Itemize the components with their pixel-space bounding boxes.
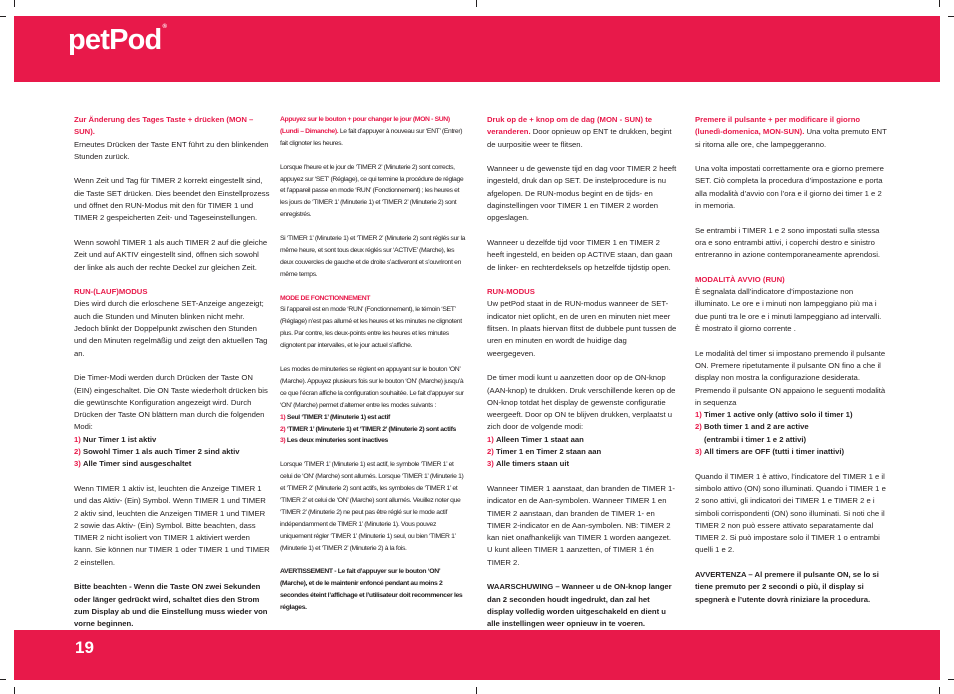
paragraph: Lorsque ‘TIMER 1’ (Minuterie 1) est actif, le symbole ‘TIMER 1’ et celui de ‘ON’ (Marche) sont allumés. Lorsque ‘TIMER 1’ (Minuterie 1) et ‘TIMER 2’ (Minuterie 2) sont actifs, les symboles de ‘TIMER 1’ et ‘TIMER 2’ et celui de ‘ON’ (Marche) sont allumés. Veuillez noter que ‘TIMER 2’ (Minuterie 2) ne peut pas être réglé sur le mode actif indépendamment de TIMER 1’ (Minuterie 1). Vous pouvez uniquement régler ‘TIMER 1’ (Minuterie 1) seul, ou bien ‘TIMER 1’ (Minuterie 1) et ‘TIMER 2’ (Minuterie 2) à la fois. <box>280 461 464 552</box>
section-heading: MODE DE FONCTIONNEMENT <box>280 294 371 302</box>
mode-list: 1) Nur Timer 1 ist aktiv 2) Sowohl Timer 1 als auch Timer 2 sind aktiv 3) Alle Timer sind ausgeschaltet <box>74 434 240 469</box>
section-heading: RUN-(LAUF)MODUS <box>74 287 148 297</box>
column-german <box>74 114 270 643</box>
warning-text: AVVERTENZA – Al premere il pulsante ON, se lo si tiene premuto per 2 secondi o più, il display si spegnerà e l’utente dovrà riniziare la procedura. <box>695 569 879 604</box>
footer-band <box>14 630 940 680</box>
mode-list: 1) Alleen Timer 1 staat aan 2) Timer 1 en Timer 2 staan aan 3) Alle timers staan uit <box>487 434 602 469</box>
paragraph: Wenn TIMER 1 aktiv ist, leuchten die Anzeige TIMER 1 und das Aktiv- (Ein) Symbol. Wenn TIMER 1 und TIMER 2 aktiv sind, leuchten die Anzeigen TIMER 1 und TIMER 2 sowie das Aktiv- (Ein) Symbol. Bitte beachten, dass TIMER 2 nicht isoliert von TIMER 1 aktiviert werden kann. Sie können nur TIMER 1 oder TIMER 1 und TIMER 2 einstellen. <box>74 483 270 567</box>
paragraph: Lorsque l’heure et le jour de ‘TIMER 2’ (Minuterie 2) sont corrects, appuyez sur ‘SET’ (Réglage), ce qui termine la procédure de réglage et l’appareil passe en mode ‘RUN’ (Fonctionnement) ; les heures et les jours de ‘TIMER 1’ (Minuterie 1) et ‘TIMER 2’ (Minuterie 2) sont enregistrés. <box>280 163 464 219</box>
paragraph: Si l’appareil est en mode ‘RUN’ (Fonctionnement), le témoin ‘SET’ (Réglage) n’est pas allumé et les heures et les minutes ne clignotent plus. Par contre, les deux-points entre les heures et les minutes clignotent par intervalles, et le jour actuel s’affiche. <box>280 306 462 350</box>
paragraph: Dies wird durch die erloschene SET-Anzeige angezeigt; auch die Stunden und Minuten blinken nicht mehr. Jedoch blinkt der Doppelpunkt zwischen den Stunden und den Minuten regelmäßig und zeigt den aktuellen Tag an. <box>74 299 268 358</box>
crop-mark <box>939 0 940 7</box>
paragraph: Wenn sowohl TIMER 1 als auch TIMER 2 auf die gleiche Zeit und auf AKTIV eingestellt sind, öffnen sich sowohl der linke als auch der rechte Deckel zur gleichen Zeit. <box>74 237 268 272</box>
crop-mark <box>948 679 954 680</box>
paragraph: Una volta impostati correttamente ora e giorno premere SET. Ciò completa la procedura d’impostazione e porta alla modalità d’avvio con l’ora e il giorno dei timer 1 e 2 in memoria. <box>695 164 884 211</box>
paragraph: Premere il pulsante + per modificare il giorno (lunedì-domenica, MON-SUN). Una volta premuto ENT si ritorna alle ore, che lampeggeranno. <box>695 115 887 149</box>
crop-mark <box>939 687 940 694</box>
crop-mark <box>14 687 15 694</box>
paragraph: Les modes de minuteries se règlent en appuyant sur le bouton ‘ON’ (Marche). Appuyez plusieurs fois sur le bouton ‘ON’ (Marche) jusqu’à ce que l’écran affiche la configuration souhaitée. Le fait d’appuyer sur ‘ON’ (Marche) permet d’alterner entre les modes suivants : <box>280 365 464 409</box>
paragraph: Si ‘TIMER 1’ (Minuterie 1) et ‘TIMER 2’ (Minuterie 2) sont réglés sur la même heure, et sont tous deux réglés sur ‘ACTIVE’ (Marche), les deux couvercles de gauche et de droite s’activeront et s’ouvriront en même temps. <box>280 235 466 278</box>
paragraph: Uw petPod staat in de RUN-modus wanneer de SET-indicator niet oplicht, en de uren en minuten niet meer flitsen. In plaats hiervan flitst de dubbele punt tussen de uren en minuten en wordt de huidige dag weergegeven. <box>487 299 677 358</box>
mode-list: 1) Timer 1 active only (attivo solo il timer 1) 2) Both timer 1 and 2 are active (entrambi i timer 1 e 2 attivi) 3) All timers are OFF (tutti i timer inattivi) <box>695 410 853 457</box>
paragraph: Wanneer TIMER 1 aanstaat, dan branden de TIMER 1-indicator en de Aan-symbolen. Wanneer TIMER 1 en TIMER 2 aanstaan, dan branden de TIMER 1- en TIMER 2-indicator en de Aan-symbolen. NB: TIMER 2 kan niet onafhankelijk van TIMER 1 worden aangezet. U kunt alleen TIMER 1 aanzetten, of TIMER 1 én TIMER 2. <box>487 483 675 567</box>
crop-mark <box>0 679 6 680</box>
column-dutch <box>487 114 677 643</box>
warning-text: Bitte beachten - Wenn die Taste ON zwei Sekunden oder länger gedrückt wird, schaltet dies den Strom zum Display ab und die Einstellung muss wieder von vorne beginnen. <box>74 582 268 629</box>
crop-mark <box>476 0 477 7</box>
crop-mark <box>14 0 15 7</box>
paragraph: Se entrambi i TIMER 1 e 2 sono impostati sulla stessa ora e sono entrambi attivi, i coperchi destro e sinistro entreranno in azione contemporaneamente aprendosi. <box>695 225 881 260</box>
section-heading: MODALITÀ AVVIO (RUN) <box>695 274 785 284</box>
warning-text: AVERTISSEMENT - Le fait d’appuyer sur le bouton ‘ON’ (Marche), et de le maintenir enfoncé pendant au moins 2 secondes éteint l’affichage et l’utilisateur doit recommencer les réglages. <box>280 568 463 612</box>
paragraph: Wanneer u dezelfde tijd voor TIMER 1 en TIMER 2 heeft ingesteld, en beiden op ACTIVE staan, dan gaan de linker- en rechterdeksels op hetzelfde tijdstip open. <box>487 237 673 272</box>
paragraph: Quando il TIMER 1 è attivo, l’indicatore del TIMER 1 e il simbolo attivo (ON) sono illuminati. Quando i TIMER 1 e 2 sono attivi, gli indicatori dei TIMER 1 e TIMER 2 e i simboli corrispondenti (ON) sono illuminati. Si noti che il TIMER 2 non può essere attivato separatamente dal TIMER 2. Si può impostare solo il TIMER 1 o entrambi quelli 1 e 2. <box>695 471 886 555</box>
crop-mark <box>476 687 477 694</box>
paragraph: De timer modi kunt u aanzetten door op de ON-knop (AAN-knop) te drukken. Druk verschillende keren op de ON-knop totdat het display de gewenste configuratie weergeeft. Door op ON te blijven drukken, verplaatst u zich door de volgende modi: <box>487 373 676 432</box>
paragraph: Wanneer u de gewenste tijd en dag voor TIMER 2 heeft ingesteld, druk dan op SET. De instelprocedure is nu afgelopen. De RUN-modus begint en de tijds- en daginstellingen voor TIMER 1 en TIMER 2 worden opgeslagen. <box>487 164 677 223</box>
warning-text: WAARSCHUWING – Wanneer u de ON-knop langer dan 2 seconden houdt ingedrukt, dan zal het display volledig worden uitgeschakeld en dient u alle instellingen weer opnieuw in te voeren. <box>487 582 672 629</box>
page-number: 19 <box>75 638 94 657</box>
section-heading: RUN-MODUS <box>487 287 535 297</box>
paragraph: Druk op de + knop om de dag (MON - SUN) te veranderen. Door opnieuw op ENT te drukken, begint de uurpositie weer te flitsen. <box>487 115 672 149</box>
brand-logo: petPod® <box>68 24 167 56</box>
paragraph: Le modalità del timer si impostano premendo il pulsante ON. Premere ripetutamente il pulsante ON fino a che il display non mostra la configurazione desiderata. Premendo il pulsante ON appaiono le seguenti modalità in sequenza <box>695 348 886 407</box>
crop-mark <box>948 16 954 17</box>
column-french <box>280 114 466 626</box>
paragraph: Appuyez sur le bouton + pour changer le jour (MON - SUN) (Lundi – Dimanche). Le fait d’appuyer à nouveau sur ‘ENT’ (Entrer) fait clignoter les heures. <box>280 116 463 147</box>
paragraph: Wenn Zeit und Tag für TIMER 2 korrekt eingestellt sind, die Taste SET drücken. Dies beendet den Einstellprozess und öffnet den RUN-Modus mit den für TIMER 1 und TIMER 2 gespeicherten Zeit- und Tageseinstellungen. <box>74 176 270 223</box>
mode-list: 1) Seul ‘TIMER 1’ (Minuterie 1) est actif 2) ‘TIMER 1’ (Minuterie 1) et ‘TIMER 2’ (Minuterie 2) sont actifs 3) Les deux minuteries sont inactives <box>280 413 456 445</box>
column-italian <box>695 114 887 618</box>
paragraph: Die Timer-Modi werden durch Drücken der Taste ON (EIN) eingeschaltet. Die ON Taste wiederholt drücken bis die gewünschte Konfiguration angezeigt wird. Durch Drücken der Taste ON blättern man durch die folgenden Modi: <box>74 373 268 432</box>
paragraph: Zur Änderung des Tages Taste + drücken (MON – SUN). Erneutes Drücken der Taste ENT führt zu den blinkenden Stunden zurück. <box>74 115 269 161</box>
paragraph: È segnalata dall’indicatore d’impostazione non illuminato. Le ore e i minuti non lampeggiano più ma i due punti tra le ore e i minuti lampeggiano ad intervalli. È mostrato il giorno corrente . <box>695 287 882 334</box>
crop-mark <box>0 16 6 17</box>
